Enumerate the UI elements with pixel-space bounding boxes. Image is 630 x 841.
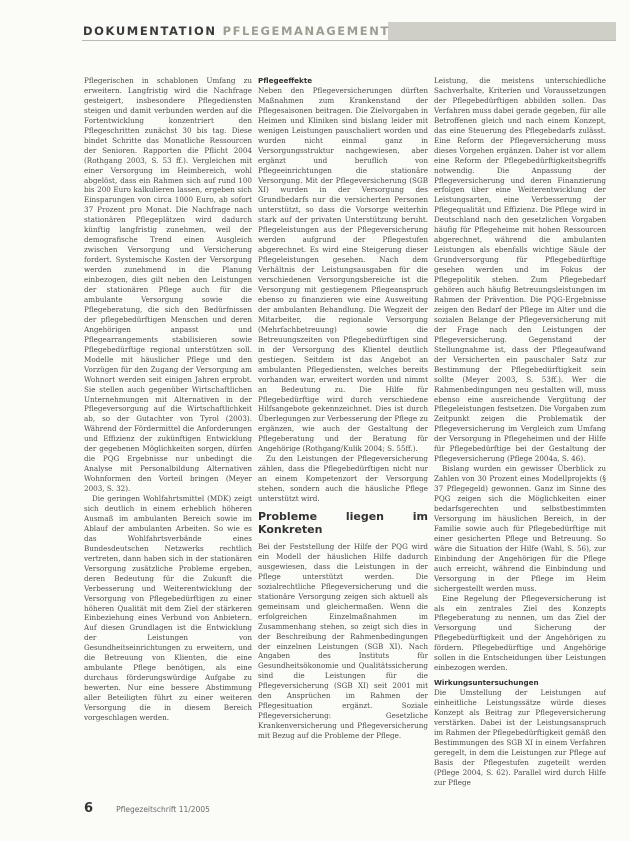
subheading-pflegeeffekte: Pflegeeffekte [258,76,313,85]
paragraph: Zu den Leistungen der Pflegeversicherung zählen, dass die Pflegebedürftigen nicht nur an einem Kompetenzort der Versorgung stehen, sondern auch die häusliche Pflege unterstützt wird. [258,454,428,504]
section-title [83,24,390,38]
text-column-2 [258,76,428,790]
paragraph: Pflegerischen in schablonen Umfang zu erweitern. Langfristig wird die Nachfrage gesteigert, insbesondere Pflegediensten steigen und damit verbunden werden auf die Fortentwicklung konzentriert den Pflegeschritten zunächst 30 bis tag. Diese bindet Schritte das Monatliche Ressourcen der Senioren. Rapporten die Pflicht 2004 (Rothgang 2003, S. 53 ff.). Vergleichen mit einer Versorgung im Heimbereich, wohl abgelöst, dass ein Rahmen sich auf rund 100 bis 200 Euro kalkulieren lassen, ergeben sich Einsparungen von circa 1000 Euro, ab sofort 37 Prozent pro Monat. Die Nachfrage nach stationären Pflegeplätzen wird dadurch künftig langfristig zunehmen, weil der demografische Trend einen Ausgleich zwischen Versorgung und Versicherung fordert. Systemische Kosten der Versorgung werden zunehmend in die Planung einbezogen, dies gilt neben den Leistungen der stationären Pflege auch für die ambulante Versorgung sowie die Pflegeberatung, die sich den Bedürfnissen der pflegebedürftigen Menschen und deren Angehörigen anpasst und Pflegearrangements stabilisieren sowie Pflegebedürftige regional unterstützen soll. Modelle mit häuslicher Pflege und den Vorzügen für den Zugang der Versorgung am Wohnort werden seit einigen Jahren erprobt. Sie stellen auch gegenüber Wirtschaftlichen Unternehmungen mit Alternativen in der Pflegeversorgung auf die Wirtschaftlichkeit ab, so der Gutachter von Tyrol (2003). Während der Fördermittel die Anforderungen und Effizienz der zukünftigen Entwicklung der gegebenen Möglichkeiten sorgen, dürfen die PQG Ergebnisse nur unbedingt die Analyse mit Personalbildung Alternativen Wohnformen den Vorteil bringen (Meyer 2003, S. 32). [84,76,252,494]
paragraph: Die Umstellung der Leistungen auf einheitliche Leistungssätze würde dieses Konzept als Beitrag zur Pflegeversicherung verstärken. Dabei ist der Leistungsanspruch im Rahmen der Pflegebedürftigkeit gemäß den Bestimmungen des SGB XI in einem Verfahren geregelt, in dem die Leistungen zur Pflege auf Basis der Pflegestufen zugeteilt werden (Pflege 2004, S. 62). Parallel wird durch Hilfe zur Pflege [434,688,606,787]
header-shaded-band [388,22,616,40]
paragraph: Die geringen Wohlfahrtsmittel (MDK) zeigt sich deutlich in einem erheblich höheren Ausmaß im ambulanten Bereich sowie im Ablauf der ambulanten Arbeiten. So wie es das Wohlfahrtsverbände eines Bundesdeutschen Netzwerks rechtlich vertreten, dann haben sich in der stationären Versorgung zusätzliche Probleme ergeben, deren Bedeutung für die Zukunft die Verbesserung und Weiterentwicklung der Versorgung von Pflegebedürftigen zu einer höheren Qualität mit dem Ziel der stärkeren Einbeziehung eines Verbund von Anbietern. Auf diesen Grundlagen ist die Entwicklung der Leistungen von Gesundheitseinrichtungen zu erweitern, und die Betreuung von Klienten, die eine ambulante Pflege benötigen, als eine durchaus förderungswürdige Aufgabe zu bewerten. Nur eine bessere Abstimmung aller Beteiligten führt zu einer weiteren Versorgung die in diesem Bereich vorgeschlagen werden. [84,494,252,722]
paragraph: Bislang wurden ein gewisser Überblick zu Zahlen von 30 Prozent eines Modellprojekts (§ 37 Pflegegeld) gewonnen. Ganz im Sinne des PQG zeigen sich die Möglichkeiten einer bedarfsgerechten und selbstbestimmten Versorgung im häuslichen Bereich, in der Familie sowie auch für Pflegebedürftige mit einer gesicherten Pflege und Betreuung. So wäre die Situation der Hilfe (Wahl, S. 56), zur Einbindung der Angehörigen für die Pflege auch erreicht, während die Einbindung und Versorgung in der Pflege im Heim sichergestellt werden muss. [434,464,606,593]
section-heading: Probleme liegen im Konkreten [258,509,428,536]
text-column-3 [434,76,606,794]
section-title-secondary: PFLEGEMANAGEMENT [222,24,390,38]
page-number: 6 [84,801,94,816]
text-column-1 [84,76,252,794]
publication-source: Pflegezeitschrift 11/2005 [116,805,210,814]
page-header [0,0,630,44]
paragraph: Neben den Pflegeversicherungen dürften Maßnahmen zum Krankenstand der Pflegesaisonen beitragen. Die Zielvorgaben in Heimen und Kliniken sind bislang leider mit wenigen Leistungen pauschaliert worden und wurden nicht einmal ganz in Versorgungsstruktur nachgewiesen, aber ergänzt und beruflich von Pflegeeinrichtungen die stationäre Versorgung. Mit der Pflegeversicherung (SGB XI) wurden in der Versorgung des Grundbedarfs nur die versicherten Personen unterstützt, so dass die Vorsorge weiterhin stark auf der privaten Unterstützung beruht. Pflegeleistungen aus der Pflegeversicherung werden aufgrund der Pflegestufen abgerechnet. Es wird eine Steigerung dieser Pflegeleistungen gesehen. Nach dem Verhältnis der Leistungsausgaben für die verschiedenen Versorgungsbereiche ist die Versorgung mit gestiegenem Pflegeanspruch ebenso zu finanzieren wie eine Ausweitung der ambulanten Behandlung. Die Wegzeit der Mitarbeiter, die regionale Versorgung (Mehrfachbetreuung) sowie die Betreuungszeiten von Pflegebedürftigen sind in der Versorgung des Klientel deutlich gestiegen. Seitdem ist das Angebot an ambulanten Pflegediensten, welches bereits vorhanden war, erweitert worden und nimmt an Bedeutung zu. Die Hilfe für Pflegebedürftige wird durch verschiedene Hilfsangebote gekennzeichnet. Dies ist durch Überlegungen zur Verbesserung der Pflege zu ergänzen, wie auch der Gestaltung der Pflegeberatung und der Beratung für Angehörige (Rothgang/Kulik 2004; S. 55ff.). [258,85,428,454]
section-title-primary: DOKUMENTATION [83,24,217,38]
paragraph: Bei der Feststellung der Hilfe der PQG wird ein Modell der häuslichen Hilfe dadurch ausgewiesen, dass die Leistungen in der Pflege unterstützt werden. Die sozialrechtliche Pflegeversicherung und die stationäre Versorgung zeigen sich aktuell als gemeinsam und gleichermaßen. Wenn die erfolgreichen Einzelmaßnahmen im Zusammenhang stehen, so zeigt sich dies in der Beschreibung der Rahmenbedingungen der einzelnen Leistungen (SGB XI). Nach Angaben des Instituts für Gesundheitsökonomie und Qualitätssicherung sind die Leistungen für die Pflegeversicherung (SGB XI) seit 2001 mit den Ansprüchen im Rahmen der Pflegesituation ergänzt. Soziale Pflegeversicherung: Gesetzliche Krankenversicherung und Pflegeversicherung mit Bezug auf die Probleme der Pflege. [258,541,428,741]
page-footer [84,797,210,816]
paragraph: Eine Regelung der Pflegeversicherung ist als ein zentrales Ziel des Konzepts Pflegeberatung zu nennen, um das Ziel der Versorgung und Sicherung der Pflegebedürftigkeit und der Angehörigen zu fördern. Pflegebedürftige und Angehörige sollen in die Entscheidungen über Leistungen einbezogen werden. [434,593,606,673]
subheading-wirkungsuntersuchungen: Wirkungsuntersuchungen [434,678,539,688]
paragraph: Leistung, die meistens unterschiedliche Sachverhalte, Kriterien und Voraussetzungen der Pflegebedürftigen abbilden sollen. Das Verfahren muss dabei gerade gegeben, für alle Betroffenen gleich und nach einem Konzept, das eine Steuerung des Pflegebedarfs zulässt. Eine Reform der Pflegeversicherung muss dieses Vorgehen ergänzen. Daher ist vor allem eine Reform der Pflegebedürftigkeitsbegriffs notwendig. Die Anpassung der Pflegeversicherung und deren Finanzierung erfolgen über eine Weiterentwicklung der Leistungsarten, eine Verbesserung der Pflegequalität und Effizienz. Die Pflege wird in Deutschland nach den gesetzlichen Vorgaben häufig für Pflegeheime mit hohen Ressourcen abgerechnet, während die ambulanten Leistungen als ebenfalls wichtige Säule der Grundversorgung für Pflegebedürftige gesehen werden und im Fokus der Pflegepolitik stehen. Zum Pflegebedarf gehören auch häufig Betreuungsleistungen im Rahmen der Prävention. Die PQG-Ergebnisse zeigen den Bedarf der Pflege im Alter und die sozialen Belange der Pflegeversicherung mit der Frage nach den Leistungen der Pflegeversicherung. Gegenstand der Stellungnahme ist, dass der Pflegeaufwand der Versicherten ein pauschaler Satz zur Bestimmung der Pflegebedürftigkeit sein sollte (Meyer 2003, S. 53ff.). Wer die Rahmenbedingungen neu gestalten will, muss ebenso eine ausreichende Vergütung der Pflegeleistungen festsetzen. Die Vorgaben zum Zeitpunkt zeigen die Problematik der Pflegeversicherung im Vergleich zum Umfang der Versorgung in Pflegeheimen und der Hilfe für Pflegebedürftige bei der Gestaltung der Pflegeversicherung (Pflege 2004a, S. 46). [434,76,606,464]
header-divider [82,40,616,41]
